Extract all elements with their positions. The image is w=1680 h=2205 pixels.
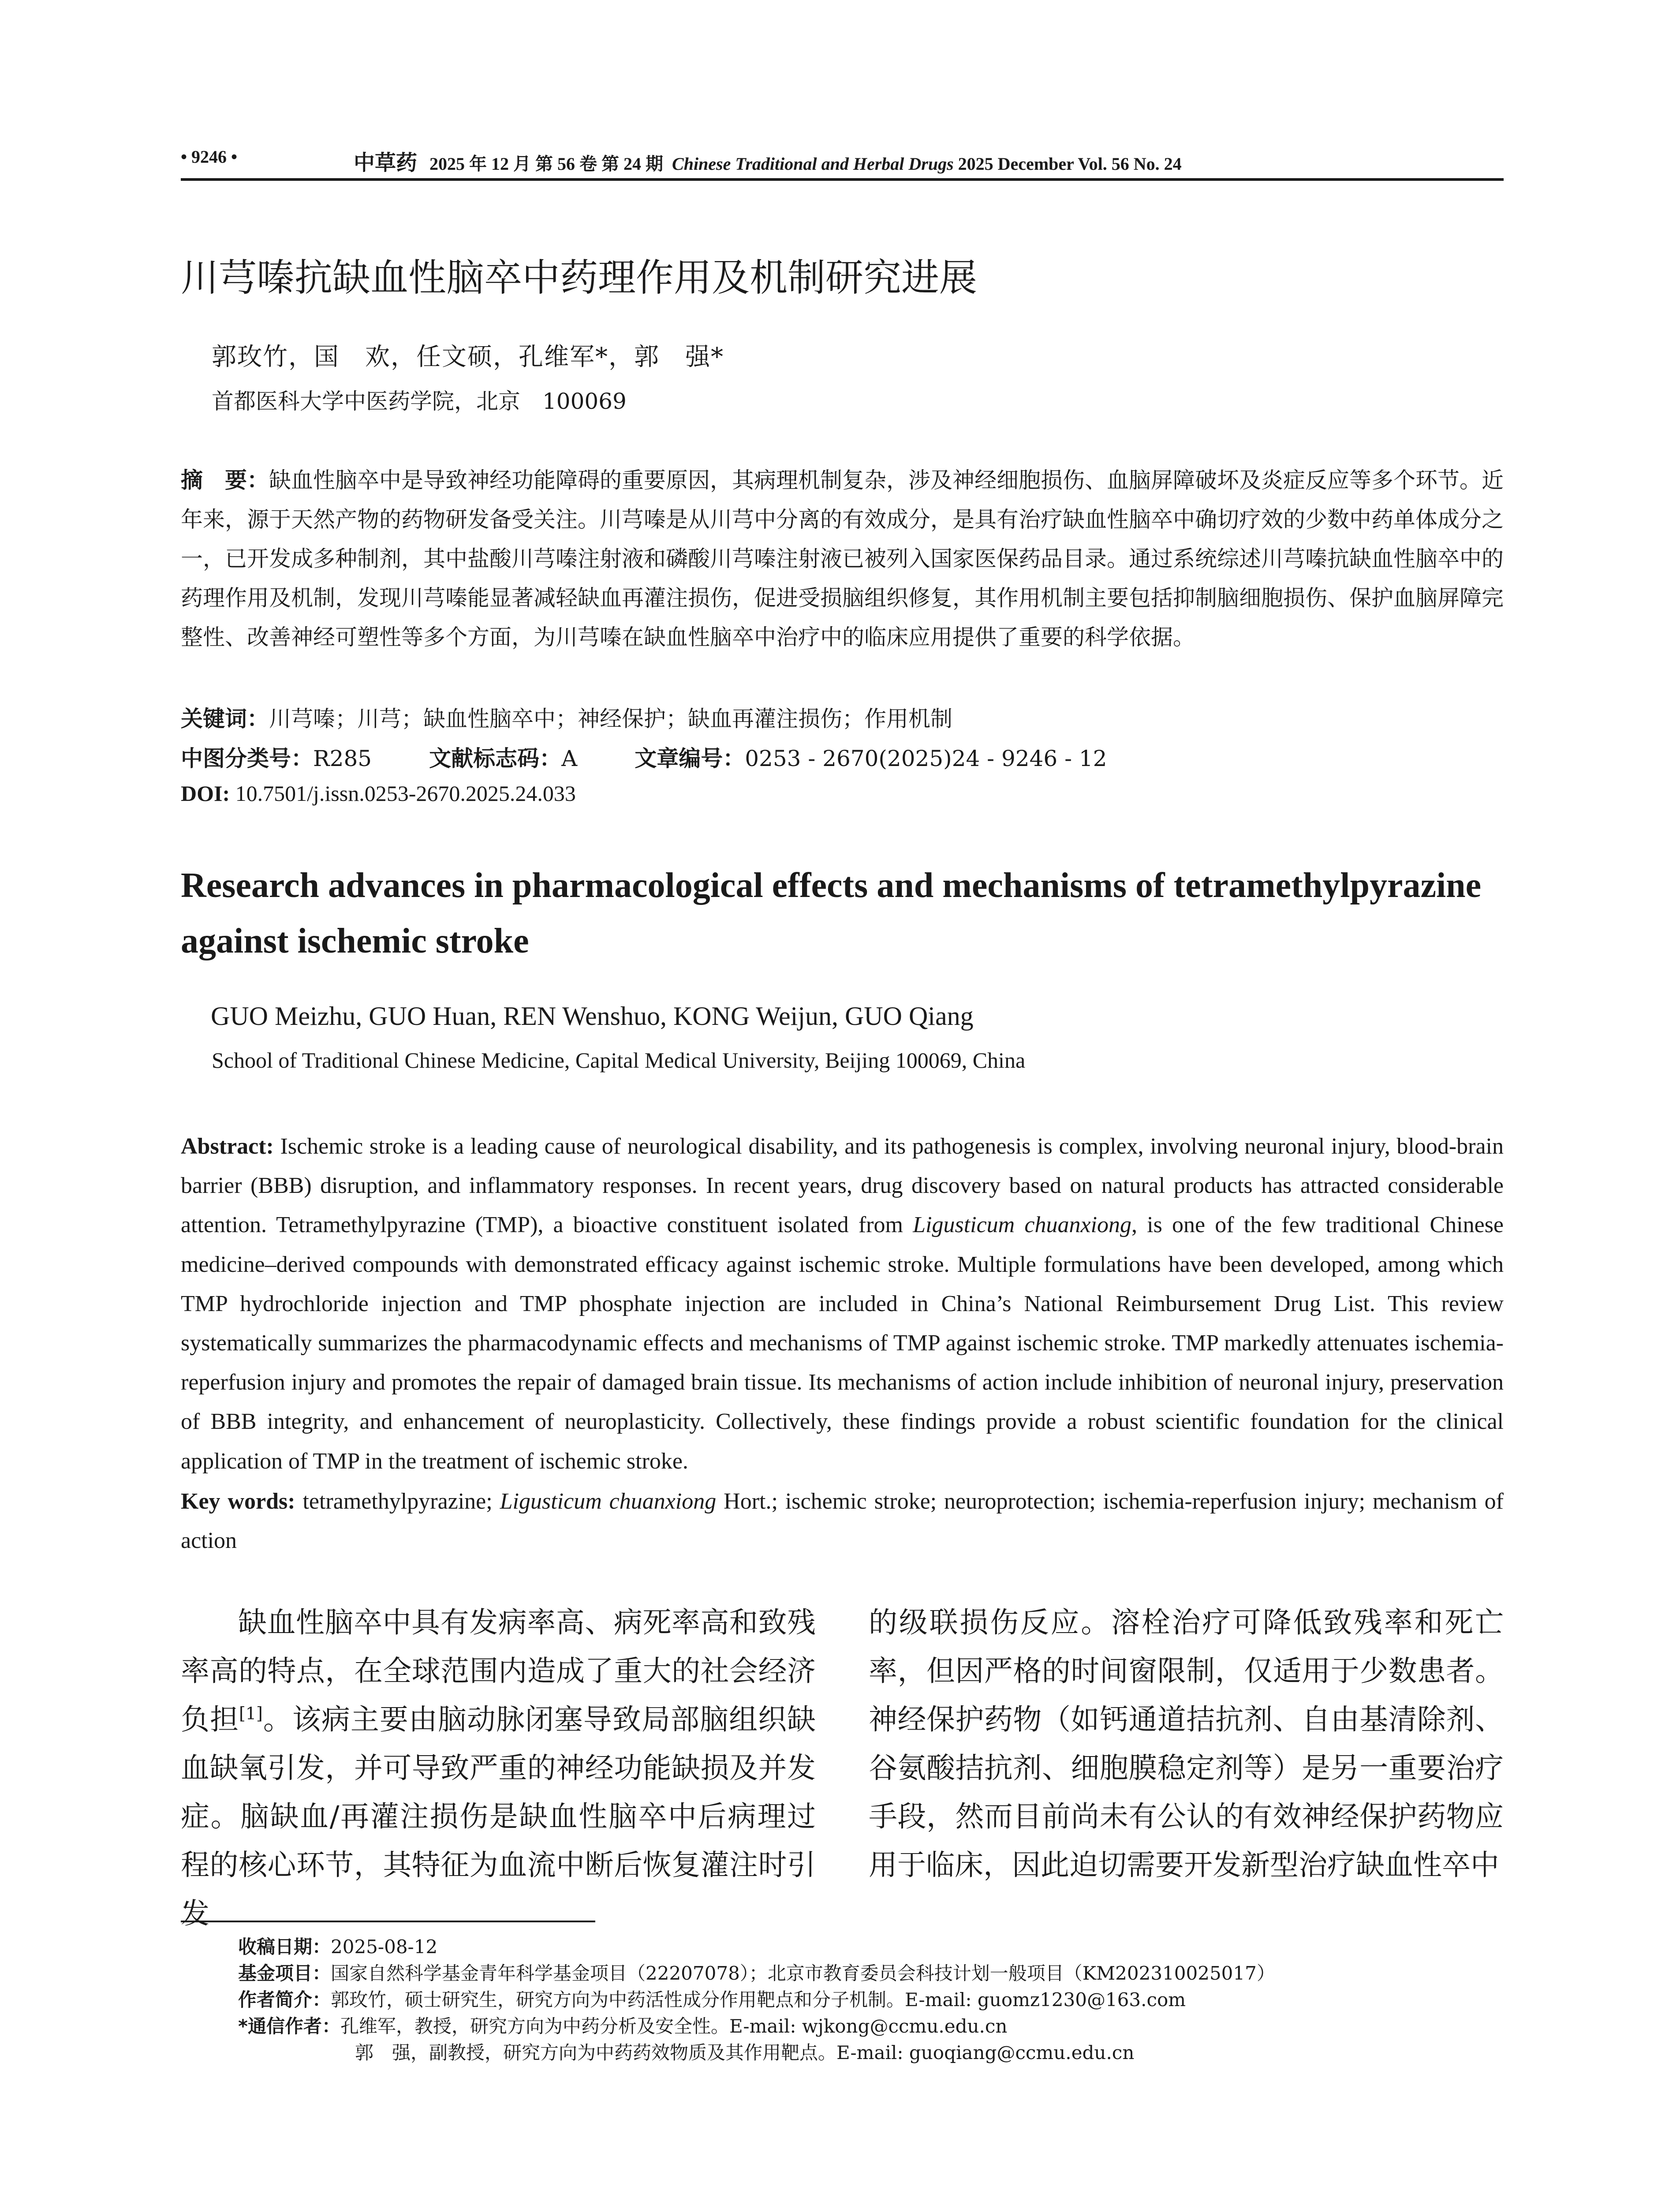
doc-code-value: A [561, 746, 578, 771]
clc-value: R285 [313, 746, 372, 771]
fund-label: 基金项目： [238, 1962, 331, 1984]
footnote-received [238, 1934, 1275, 1960]
authors-cn: 郭玫竹，国 欢，任文硕，孔维军*，郭 强* [212, 343, 724, 371]
corr-label: *通信作者： [238, 2015, 340, 2037]
keywords-en-text-2: Hort.; ischemic stroke; neuroprotection; ischemia-reperfusion injury; mechanism of action [181, 1489, 1504, 1553]
keywords-en-species: Ligusticum chuanxiong [500, 1489, 717, 1514]
citation-ref[interactable]: [1] [239, 1704, 263, 1723]
classification-row [181, 741, 1165, 773]
running-header [181, 140, 1504, 181]
abstract-en-text-2: , is one of the few traditional Chinese medicine–derived compounds with demonstrated efficacy against ischemic stroke. Multiple formulations have been developed, among which TMP hydrochloride injection and TMP phosphate injection are included in China’s National Reimbursement Drug List. This review systematically summarizes the pharmacodynamic effects and mechanisms of TMP against ischemic stroke. TMP markedly attenuates ischemia-reperfusion injury and promotes the repair of damaged brain tissue. Its mechanisms of action include inhibition of neuronal injury, preservation of BBB integrity, and enhancement of neuroplasticity. Collectively, these findings provide a robust scientific foundation for the clinical application of TMP in the treatment of ischemic stroke. [181, 1212, 1504, 1474]
footnote-divider [181, 1921, 595, 1922]
keywords-en-text-1: tetramethylpyrazine; [302, 1489, 493, 1514]
doc-code-label: 文献标志码： [429, 746, 562, 771]
body-column-left [181, 1599, 816, 1938]
doi-row [181, 781, 576, 806]
footnote-fund [238, 1960, 1275, 1987]
authors-en: GUO Meizhu, GUO Huan, REN Wenshuo, KONG Weijun, GUO Qiang [211, 1002, 974, 1031]
keywords-cn [181, 701, 952, 733]
body-column-right: 的级联损伤反应。溶栓治疗可降低致残率和死亡率，但因严格的时间窗限制，仅适用于少数患者。神经保护药物（如钙通道拮抗剂、自由基清除剂、谷氨酸拮抗剂、细胞膜稳定剂等）是另一重要治疗手段，然而目前尚未有公认的有效神经保护药物应用于临床，因此迫切需要开发新型治疗缺血性卒中 [869, 1606, 1504, 1882]
doi-label: DOI: [181, 781, 230, 806]
keywords-cn-text: 川芎嗪；川芎；缺血性脑卒中；神经保护；缺血再灌注损伤；作用机制 [269, 706, 952, 732]
abstract-en-species: Ligusticum chuanxiong [913, 1212, 1132, 1238]
footnote-corresponding [238, 2013, 1275, 2040]
abstract-en-label: Abstract: [181, 1134, 274, 1159]
journal-name-en: Chinese Traditional and Herbal Drugs [672, 154, 954, 174]
corr-text-1: 孔维军，教授，研究方向为中药分析及安全性。E-mail: wjkong@ccmu.edu.cn [340, 2015, 1008, 2037]
received-date: 2025-08-12 [331, 1936, 438, 1958]
fund-text: 国家自然科学基金青年科学基金项目（22207078）；北京市教育委员会科技计划一般项目（KM202310025017） [331, 1962, 1275, 1984]
abstract-en [181, 1127, 1504, 1481]
footnote-author-bio [238, 1987, 1275, 2013]
article-no-value: 0253 - 2670(2025)24 - 9246 - 12 [745, 746, 1107, 771]
journal-name-cn: 中草药 [354, 150, 418, 175]
article-title-cn: 川芎嗪抗缺血性脑卒中药理作用及机制研究进展 [181, 256, 977, 300]
footnotes [238, 1934, 1275, 2066]
issue-cn: 2025 年 12 月 第 56 卷 第 24 期 [429, 154, 664, 174]
received-label: 收稿日期： [238, 1936, 331, 1958]
bio-label: 作者简介： [238, 1989, 331, 2011]
body-left-text-2: 。该病主要由脑动脉闭塞导致局部脑组织缺血缺氧引发，并可导致严重的神经功能缺损及并发症。脑缺血/再灌注损伤是缺血性脑卒中后病理过程的核心环节，其特征为血流中断后恢复灌注时引发 [181, 1703, 816, 1930]
issue-en: 2025 December Vol. 56 No. 24 [958, 154, 1182, 174]
article-title-en: Research advances in pharmacological effects and mechanisms of tetramethylpyrazine against ischemic stroke [181, 866, 1482, 960]
abstract-cn [181, 461, 1504, 657]
abstract-en-text-1: Ischemic stroke is a leading cause of neurological disability, and its pathogenesis is complex, involving neuronal injury, blood-brain barrier (BBB) disruption, and inflammatory responses. In recent years, drug discovery based on natural products has attracted considerable attention. Tetramethylpyrazine (TMP), a bioactive constituent isolated from [181, 1134, 1504, 1238]
footnote-corresponding-2 [238, 2040, 1275, 2066]
affiliation-en: School of Traditional Chinese Medicine, Capital Medical University, Beijing 100069, China [212, 1048, 1026, 1073]
article-no-label: 文章编号： [635, 746, 745, 771]
corr-text-2: 郭 强，副教授，研究方向为中药药效物质及其作用靶点。E-mail: guoqiang@ccmu.edu.cn [355, 2042, 1135, 2063]
clc-label: 中图分类号： [181, 746, 313, 771]
doi-link[interactable]: 10.7501/j.issn.0253-2670.2025.24.033 [235, 781, 576, 806]
bio-text: 郭玫竹，硕士研究生，研究方向为中药活性成分作用靶点和分子机制。E-mail: guomz1230@163.com [331, 1989, 1186, 2011]
keywords-en-label: Key words: [181, 1489, 295, 1514]
journal-citation [354, 146, 1182, 176]
keywords-en [181, 1482, 1504, 1560]
keywords-cn-label: 关键词： [181, 706, 269, 732]
body-left-text-1: 缺血性脑卒中具有发病率高、病死率高和致残率高的特点，在全球范围内造成了重大的社会经济负担 [181, 1606, 816, 1736]
abstract-cn-text: 缺血性脑卒中是导致神经功能障碍的重要原因，其病理机制复杂，涉及神经细胞损伤、血脑屏障破坏及炎症反应等多个环节。近年来，源于天然产物的药物研发备受关注。川芎嗪是从川芎中分离的有效成分，是具有治疗缺血性脑卒中确切疗效的少数中药单体成分之一，已开发成多种制剂，其中盐酸川芎嗪注射液和磷酸川芎嗪注射液已被列入国家医保药品目录。通过系统综述川芎嗪抗缺血性脑卒中的药理作用及机制，发现川芎嗪能显著减轻缺血再灌注损伤，促进受损脑组织修复，其作用机制主要包括抑制脑细胞损伤、保护血脑屏障完整性、改善神经可塑性等多个方面，为川芎嗪在缺血性脑卒中治疗中的临床应用提供了重要的科学依据。 [181, 467, 1504, 650]
affiliation-cn: 首都医科大学中医药学院，北京 100069 [212, 389, 627, 414]
page-number: • 9246 • [181, 147, 238, 167]
abstract-cn-label: 摘 要： [181, 467, 269, 493]
